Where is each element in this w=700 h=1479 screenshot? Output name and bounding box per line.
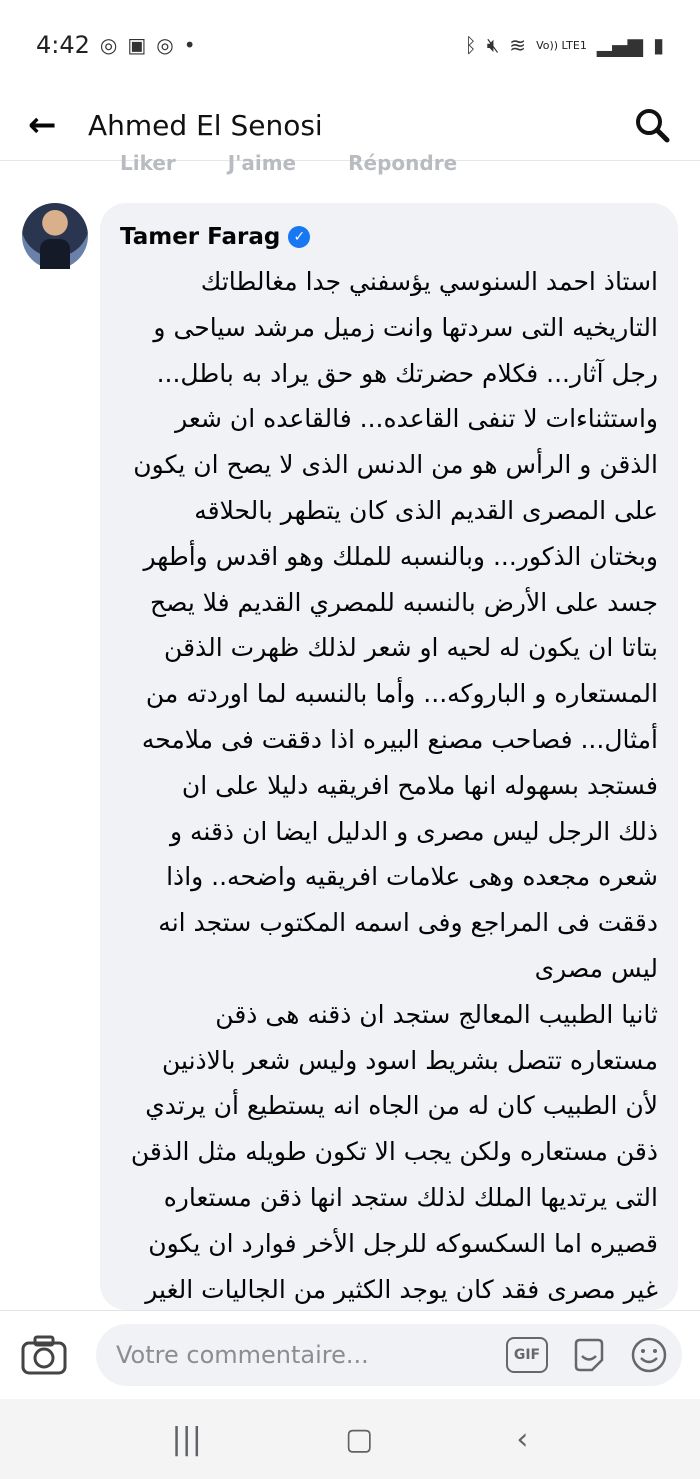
comment-line: فستجد بسهوله انها ملامح افريقيه دليلا على ان: [181, 770, 658, 800]
clock: 4:42: [36, 31, 90, 59]
comment-line: دققت فى المراجع وفى اسمه المكتوب ستجد انه: [158, 908, 658, 938]
wifi-icon: ≋: [509, 33, 527, 57]
comment-author-row: [120, 217, 658, 257]
page-title: Ahmed El Senosi: [88, 108, 323, 142]
comment-line: المستعاره و الباروكه... وأما بالنسبه لما اوردته من: [145, 679, 658, 709]
comment-bubble: [100, 203, 678, 1310]
previous-comment-actions: [120, 148, 458, 175]
back-arrow-icon[interactable]: ←: [28, 105, 57, 145]
search-icon[interactable]: [632, 105, 672, 145]
comment-input-placeholder: Votre commentaire...: [116, 1340, 369, 1369]
composer-icons: [506, 1336, 668, 1374]
comment-line: جسد على الأرض بالنسبه للمصري القديم فلا يصح: [150, 587, 658, 617]
bluetooth-icon: ᛒ: [464, 33, 477, 57]
reply-action[interactable]: Répondre: [348, 151, 458, 175]
comment-line: غير مصرى فقد كان يوجد الكثير من الجاليات الغير: [145, 1274, 658, 1304]
home-icon[interactable]: ▢: [344, 1421, 374, 1457]
comment-line: قصيره اما السكسوكه للرجل الأخر فوارد ان يكون: [148, 1228, 658, 1258]
comment-text: [120, 259, 658, 1404]
comment-line: التى يرتديها الملك لذلك ستجد انها ذقن مستعاره: [163, 1182, 658, 1212]
status-left: [36, 31, 196, 59]
like-action[interactable]: Liker: [120, 151, 176, 175]
love-action[interactable]: J'aime: [227, 151, 297, 175]
network-label: Vo)) LTE1: [536, 38, 587, 52]
gif-icon[interactable]: GIF: [506, 1337, 548, 1373]
verified-badge-icon: ✓: [288, 226, 310, 248]
notification-dot-icon: •: [183, 33, 196, 57]
comment-line: ذقن مستعاره ولكن يجب الا تكون طويله مثل الذقن: [130, 1137, 658, 1167]
camera-icon[interactable]: [18, 1329, 70, 1381]
status-right: [465, 33, 664, 57]
comment-author[interactable]: Tamer Farag: [120, 224, 281, 250]
comment-line: بتاتا ان يكون له لحيه او شعر لذلك ظهرت الذقن: [164, 633, 658, 663]
comment-input[interactable]: [96, 1324, 682, 1386]
back-icon[interactable]: ‹: [516, 1421, 529, 1457]
comment-line: أمثال... فصاحب مصنع البيره اذا دققت فى ملامحه: [141, 724, 658, 754]
comment-line: شعره مجعده وهى علامات افريقيه واضحه.. واذا: [166, 862, 658, 892]
comment-line: مستعاره تتصل بشريط اسود وليس شعر بالاذنين: [162, 1045, 658, 1075]
comment-composer: [0, 1310, 700, 1398]
comment-line: لأن الطبيب كان له من الجاه انه يستطيع أن يرتدي: [145, 1091, 658, 1121]
instagram-icon: ◎: [156, 33, 174, 57]
comment-line: واستثناءات لا تنفى القاعده... فالقاعده ان شعر: [175, 404, 658, 434]
sticker-icon[interactable]: [570, 1336, 608, 1374]
comment-line: الذقن و الرأس هو من الدنس الذى لا يصح ان يكون: [133, 450, 658, 480]
signal-icon: ▂▄▆: [596, 33, 643, 57]
system-nav-bar: [0, 1399, 700, 1479]
comment-line: رجل آثار... فكلام حضرتك هو حق يراد به باطل...: [156, 358, 658, 388]
comment-line: ليس مصرى: [534, 953, 658, 983]
avatar[interactable]: [22, 203, 88, 269]
comment-line: التاريخيه التى سردتها وانت زميل مرشد سياحى و: [153, 312, 658, 342]
mute-icon: 🔇︎: [486, 33, 500, 57]
battery-icon: ▮: [652, 33, 664, 57]
comment-line: وبختان الذكور... وبالنسبه للملك وهو اقدس وأطهر: [143, 541, 658, 571]
status-bar: [0, 0, 700, 90]
instagram-icon: ◎: [99, 33, 118, 57]
comment-line: ذلك الرجل ليس مصرى و الدليل ايضا ان ذقنه و: [169, 816, 658, 846]
comment-line: استاذ احمد السنوسي يؤسفني جدا مغالطاتك: [200, 267, 658, 296]
comment-line: ثانيا الطبيب المعالج ستجد ان ذقنه هى ذقن: [215, 999, 658, 1029]
emoji-icon[interactable]: [630, 1336, 668, 1374]
comment-line: على المصرى القديم الذى كان يتطهر بالحلاقه: [194, 495, 658, 525]
recents-icon[interactable]: |||: [171, 1421, 202, 1457]
gallery-icon: ▣: [127, 33, 147, 57]
